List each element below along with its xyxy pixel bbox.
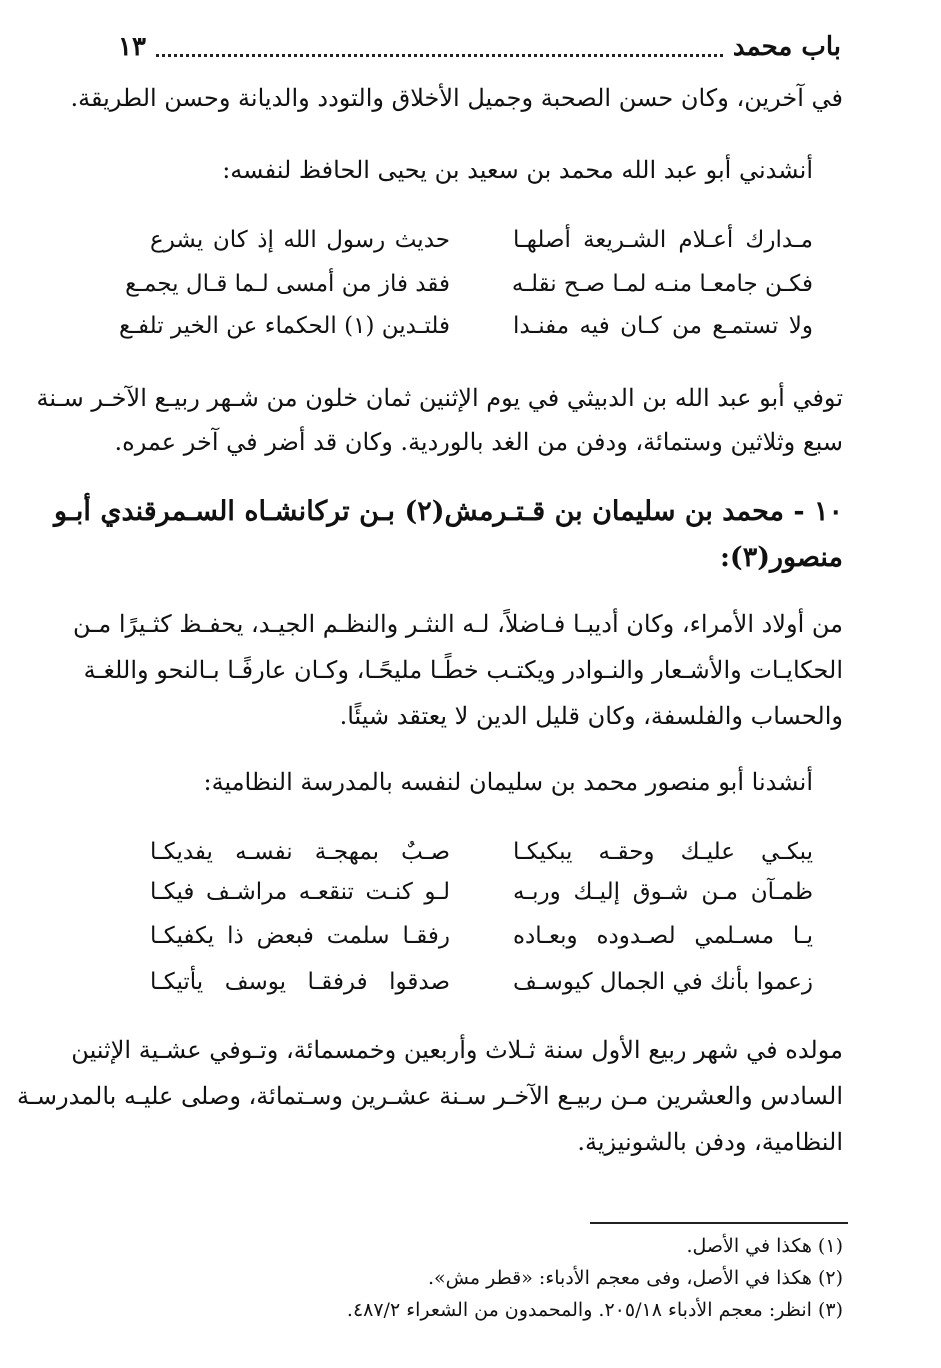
verse-first-hemistich: زعموا بأنك في الجمال كيوسـف xyxy=(513,969,813,995)
paragraph-line: توفي أبو عبد الله بن الدبيثي في يوم الإثنين ثمان خلون من شـهر ربيـع الآخـر سـنة xyxy=(36,384,843,412)
paragraph-line: في آخرين، وكان حسن الصحبة وجميل الأخلاق والتودد والديانة وحسن الطريقة. xyxy=(70,84,843,112)
poem-verse xyxy=(125,266,813,302)
paragraph-line: والحساب والفلسفة، وكان قليل الدين لا يعتقد شيئًا. xyxy=(339,702,843,730)
poem-verse xyxy=(150,222,813,258)
verse-first-hemistich: يـا مسـلمي لصـدوده وبعـاده xyxy=(513,923,813,949)
paragraph-line: النظامية، ودفن بالشونيزية. xyxy=(577,1128,843,1156)
footnote: (١) هكذا في الأصل. xyxy=(686,1235,843,1257)
verse-second-hemistich: فلتـدين (١) الحكماء عن الخير تلفـع xyxy=(119,313,450,339)
poem-verse xyxy=(150,834,813,870)
poem-verse xyxy=(150,874,813,910)
footnote: (٣) انظر: معجم الأدباء ٢٠٥/١٨. والمحمدون من الشعراء ٤٨٧/٢. xyxy=(346,1299,843,1321)
verse-second-hemistich: صـبٌ بمهجـة نفسـه يفديكـا xyxy=(150,839,450,865)
paragraph-line: السادس والعشرين مـن ربيـع الآخـر سـنة عشـرين وسـتمائة، وصلى عليـه بالمدرسـة xyxy=(16,1082,843,1110)
verse-first-hemistich: يبكـي عليـك وحقـه يبكيكـا xyxy=(513,839,813,865)
paragraph-line: سبع وثلاثين وستمائة، ودفن من الغد بالوردية. وكان قد أضر في آخر عمره. xyxy=(114,428,843,456)
poem-verse xyxy=(150,964,813,1000)
verse-first-hemistich: مـدارك أعـلام الشـريعة أصلهـا xyxy=(513,227,813,253)
verse-first-hemistich: فكـن جامعـا منـه لمـا صـح نقلـه xyxy=(511,271,813,297)
paragraph-line: مولده في شهر ربيع الأول سنة ثـلاث وأربعين وخمسمائة، وتـوفي عشـية الإثنين xyxy=(71,1036,843,1064)
poem-introduction: أنشدنا أبو منصور محمد بن سليمان لنفسه بالمدرسة النظامية: xyxy=(203,768,813,796)
header-leader-dots xyxy=(156,54,723,57)
verse-first-hemistich: ولا تستمـع من كـان فيه مفنـدا xyxy=(513,313,813,339)
page-number: ١٣ xyxy=(118,32,146,62)
verse-first-hemistich: ظمـآن مـن شـوق إليـك وربـه xyxy=(513,879,813,905)
verse-second-hemistich: رفقـا سلمت فبعض ذا يكفيكـا xyxy=(150,923,450,949)
verse-second-hemistich: فقد فاز من أمسى لـما قـال يجمـع xyxy=(125,271,450,297)
footnote: (٢) هكذا في الأصل، وفى معجم الأدباء: «قطر مش». xyxy=(428,1267,843,1289)
paragraph-line: الحكايـات والأشـعار والنـوادر ويكتـب خطًـا مليحًـا، وكـان عارفًـا بـالنحو واللغـة xyxy=(83,656,843,684)
poem-verse xyxy=(119,308,813,344)
chapter-title: باب محمد xyxy=(732,32,841,62)
verse-second-hemistich: لـو كنـت تنقعـه مراشـف فيكـا xyxy=(150,879,450,905)
poem-introduction: أنشدني أبو عبد الله محمد بن سعيد بن يحيى الحافظ لنفسه: xyxy=(222,156,813,184)
entry-heading-continuation: منصور(٣): xyxy=(719,542,843,573)
entry-heading: ١٠ - محمد بن سليمان بن قـتـرمش(٢) بـن تركانشـاه السـمرقندي أبـو xyxy=(54,496,843,527)
running-header xyxy=(118,30,841,64)
poem-verse xyxy=(150,918,813,954)
verse-second-hemistich: صدقوا فرفقـا يوسف يأتيكـا xyxy=(150,969,450,995)
verse-second-hemistich: حديث رسول الله إذ كان يشرع xyxy=(150,227,450,253)
paragraph-line: من أولاد الأمراء، وكان أديبـا فـاضلاً، لـه النثـر والنظـم الجيـد، يحفـظ كثـيرًا مـن xyxy=(73,610,843,638)
footnote-separator xyxy=(590,1222,848,1224)
